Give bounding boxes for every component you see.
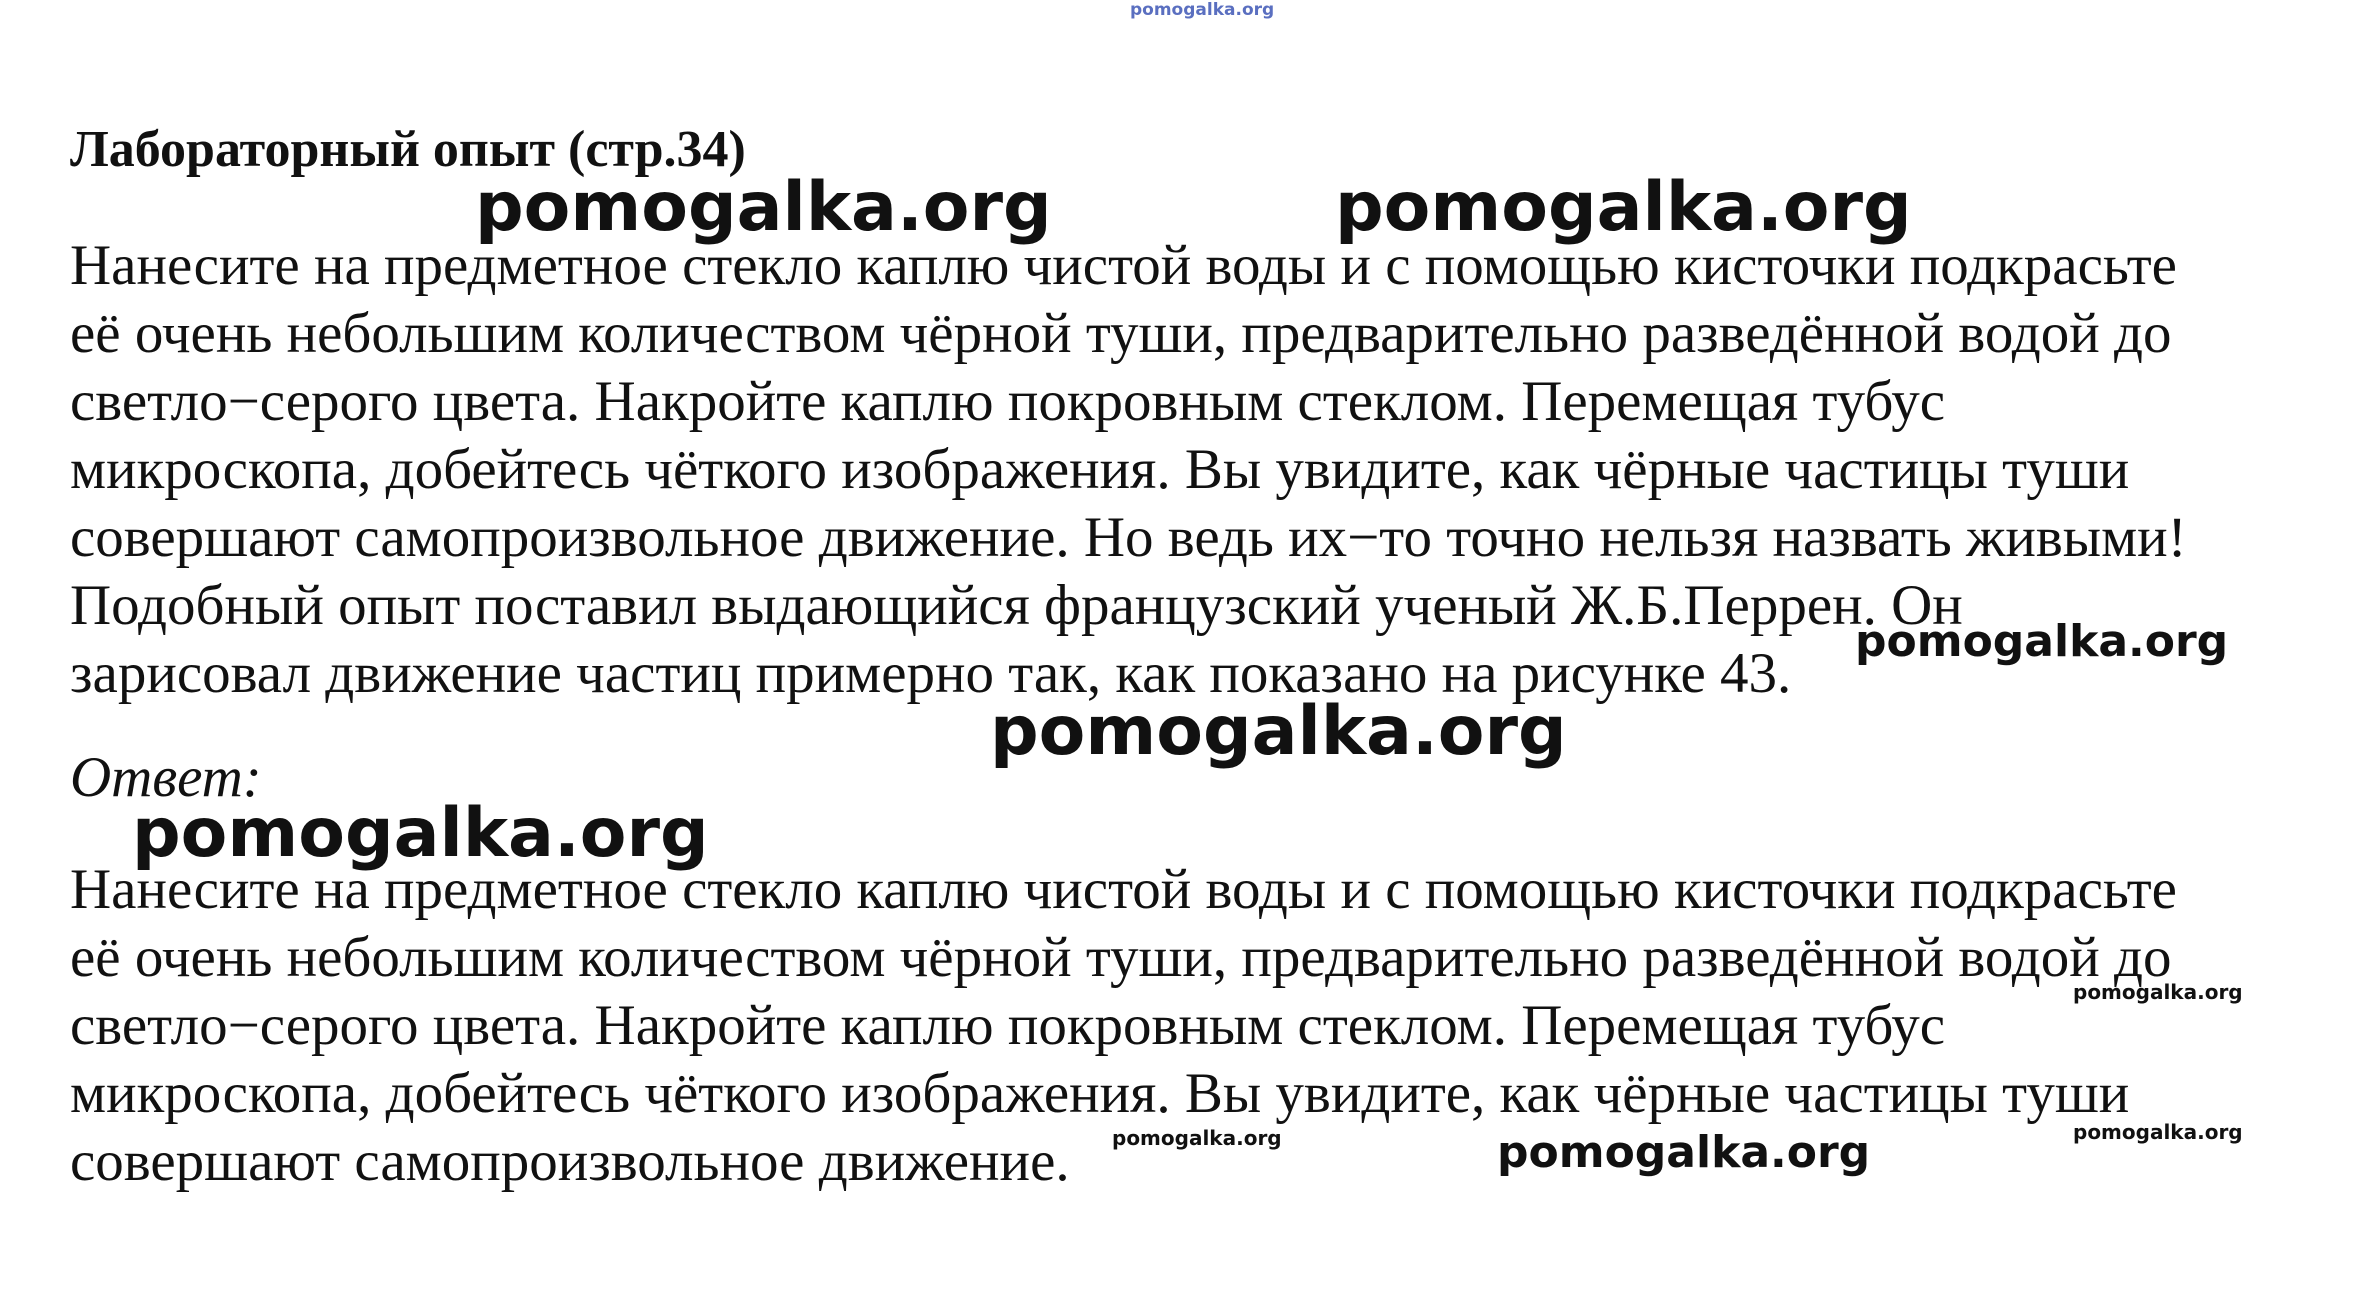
task-line: совершают самопроизвольное движение. Но ведь их−то точно нельзя назвать живыми! [70,506,2187,569]
watermark: pomogalka.org [1855,616,2229,667]
page-heading: Лабораторный опыт (стр.34) [70,121,746,178]
answer-line: Нанесите на предметное стекло каплю чистой воды и с помощью кисточки подкрасьте [70,858,2177,921]
watermark: pomogalka.org [1497,1127,1871,1178]
answer-line: совершают самопроизвольное движение. [70,1130,1070,1193]
watermark: pomogalka.org [475,168,1052,247]
task-line: зарисовал движение частиц примерно так, как показано на рисунке 43. [70,642,1792,705]
answer-line: микроскопа, добейтесь чёткого изображения. Вы увидите, как чёрные частицы туши [70,1062,2130,1125]
watermark: pomogalka.org [132,794,709,873]
watermark: pomogalka.org [990,692,1567,771]
header-watermark: pomogalka.org [1130,0,1275,20]
task-line: Нанесите на предметное стекло каплю чистой воды и с помощью кисточки подкрасьте [70,234,2177,297]
answer-label: Ответ: [70,746,262,809]
watermark: pomogalka.org [1112,1126,1282,1150]
answer-line: её очень небольшим количеством чёрной туши, предварительно разведённой водой до [70,926,2172,989]
answer-line: светло−серого цвета. Накройте каплю покровным стеклом. Перемещая тубус [70,994,1946,1057]
task-line: микроскопа, добейтесь чёткого изображения. Вы увидите, как чёрные частицы туши [70,438,2130,501]
watermark: pomogalka.org [1335,168,1912,247]
task-line: её очень небольшим количеством чёрной туши, предварительно разведённой водой до [70,302,2172,365]
task-line: светло−серого цвета. Накройте каплю покровным стеклом. Перемещая тубус [70,370,1946,433]
watermark: pomogalka.org [2073,980,2243,1004]
watermark: pomogalka.org [2073,1120,2243,1144]
task-line: Подобный опыт поставил выдающийся французский ученый Ж.Б.Перрен. Он [70,574,1963,637]
